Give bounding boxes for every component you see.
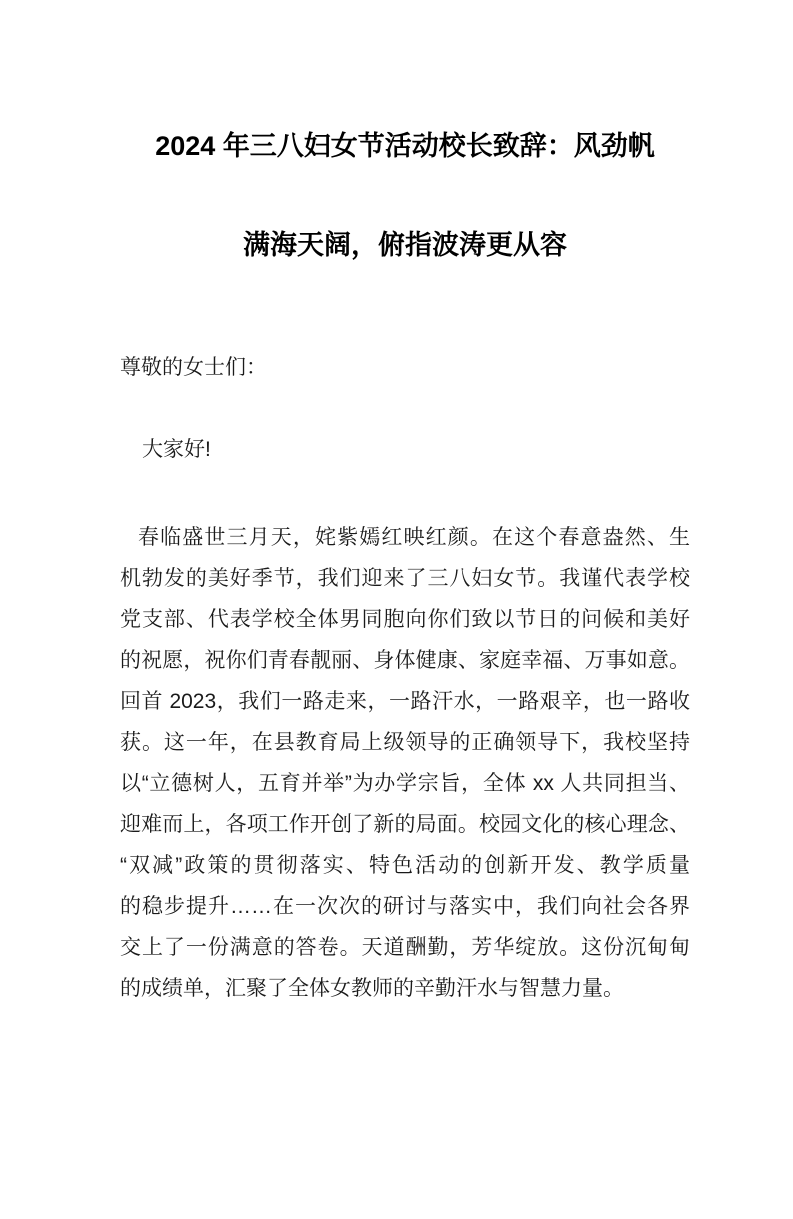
- paragraph-line: 党支部、代表学校全体男同胞向你们致以节日的问候和美好: [120, 608, 690, 631]
- paragraph-line: 获。这一年，在县教育局上级领导的正确领导下，我校坚持: [120, 731, 690, 754]
- salutation-text: 尊敬的女士们：: [120, 356, 267, 379]
- document-content: [0, 97, 793, 1009]
- title-line-1: 2024 年三八妇女节活动校长致辞：风劲帆: [155, 131, 655, 161]
- paragraph-line: 以“立德树人，五育并举”为办学宗旨，全体 xx 人共同担当、: [120, 772, 690, 795]
- document-title: [120, 97, 690, 295]
- document-page: [0, 97, 793, 1219]
- greeting-text: 大家好!: [142, 438, 211, 461]
- paragraph-line: 的祝愿，祝你们青春靓丽、身体健康、家庭幸福、万事如意。: [120, 649, 690, 672]
- paragraph-line: “双减”政策的贯彻落实、特色活动的创新开发、教学质量: [120, 854, 690, 877]
- paragraph-line: 交上了一份满意的答卷。天道酬勤，芳华绽放。这份沉甸甸: [120, 936, 690, 959]
- body-paragraph: [120, 517, 690, 1009]
- title-line-2: 满海天阔，俯指波涛更从容: [243, 230, 567, 260]
- paragraph-line: 机勃发的美好季节，我们迎来了三八妇女节。我谨代表学校: [120, 567, 690, 590]
- paragraph-line: 迎难而上，各项工作开创了新的局面。校园文化的核心理念、: [120, 813, 690, 836]
- paragraph-line: 回首 2023，我们一路走来，一路汗水，一路艰辛，也一路收: [120, 690, 690, 713]
- paragraph-line: 春临盛世三月天，姹紫嫣红映红颜。在这个春意盎然、生: [138, 526, 690, 549]
- paragraph-line: 的稳步提升……在一次次的研讨与落实中，我们向社会各界: [120, 895, 690, 918]
- paragraph-line: 的成绩单，汇聚了全体女教师的辛勤汗水与智慧力量。: [120, 977, 624, 1000]
